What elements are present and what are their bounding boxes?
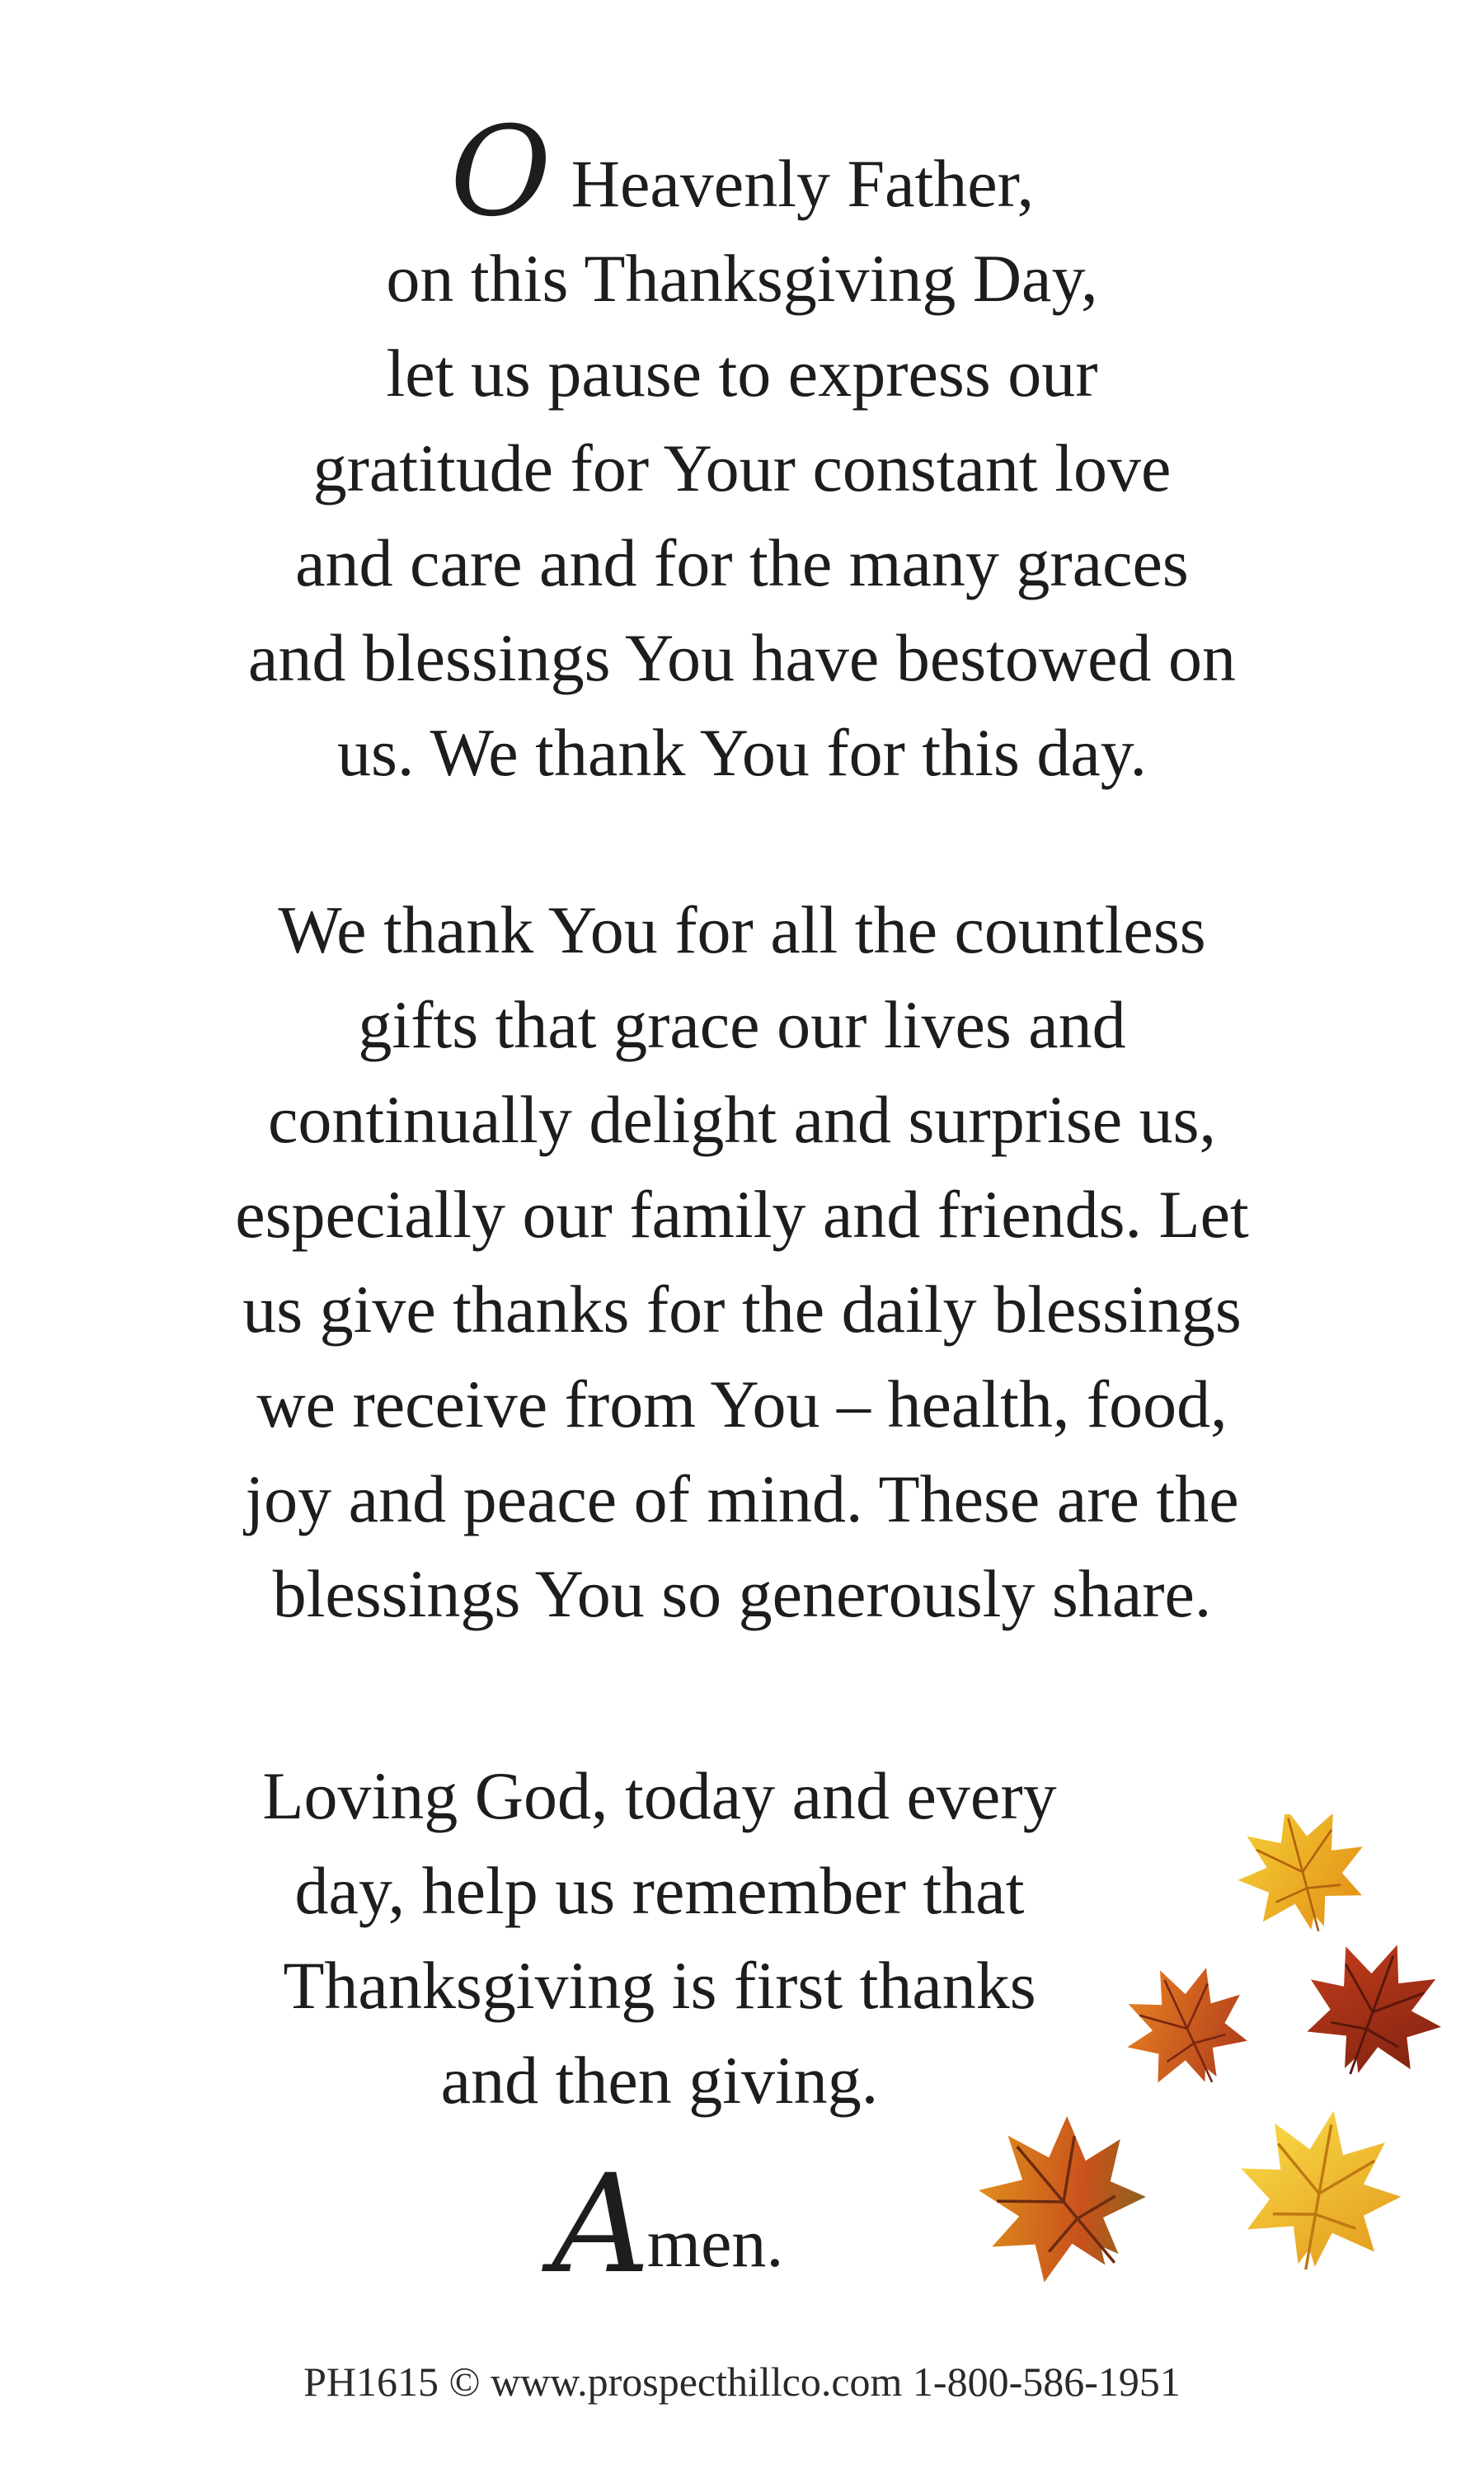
prayer-line: Thanksgiving is first thanks (283, 1948, 1036, 2023)
leaf-icon (1226, 2096, 1414, 2284)
prayer-line: us give thanks for the daily blessings (242, 1272, 1242, 1347)
leaf-icon (1223, 1814, 1380, 1948)
prayer-line: blessings You so generously share. (272, 1556, 1212, 1631)
prayer-line: O Heavenly Father, (449, 101, 1035, 244)
prayer-line: day, help us remember that (294, 1853, 1025, 1928)
prayer-line: and then giving. (440, 2043, 879, 2118)
publisher-footer: PH1615 © www.prospecthillco.com 1-800-586-1951 (303, 2359, 1181, 2405)
decorative-initial: A (552, 2145, 650, 2303)
prayer-line: and blessings You have bestowed on (247, 620, 1237, 695)
prayer-line: continually delight and surprise us, (267, 1082, 1217, 1157)
prayer-stanza-1 (0, 101, 1484, 800)
prayer-stanza-2 (0, 882, 1484, 1641)
prayer-line: on this Thanksgiving Day, (386, 241, 1098, 316)
prayer-line: especially our family and friends. Let (235, 1177, 1249, 1252)
prayer-line: joy and peace of mind. These are the (245, 1461, 1239, 1536)
leaf-icon (1104, 1944, 1269, 2108)
prayer-line: we receive from You – health, food, (256, 1366, 1228, 1442)
leaf-icon (944, 2081, 1179, 2316)
prayer-line: us. We thank You for this day. (337, 715, 1147, 790)
prayer-line: let us pause to express our (386, 336, 1098, 411)
autumn-leaves-icon (907, 1814, 1484, 2350)
prayer-line: gifts that grace our lives and (358, 987, 1126, 1062)
decorative-initial: O (449, 101, 552, 244)
prayer-line: Loving God, today and every (262, 1758, 1057, 1833)
prayer-line: and care and for the many graces (295, 525, 1189, 600)
amen-closing: Amen. (552, 2145, 784, 2303)
prayer-line: gratitude for Your constant love (312, 430, 1172, 506)
prayer-line: We thank You for all the countless (278, 892, 1206, 967)
leaf-icon (1285, 1921, 1463, 2097)
